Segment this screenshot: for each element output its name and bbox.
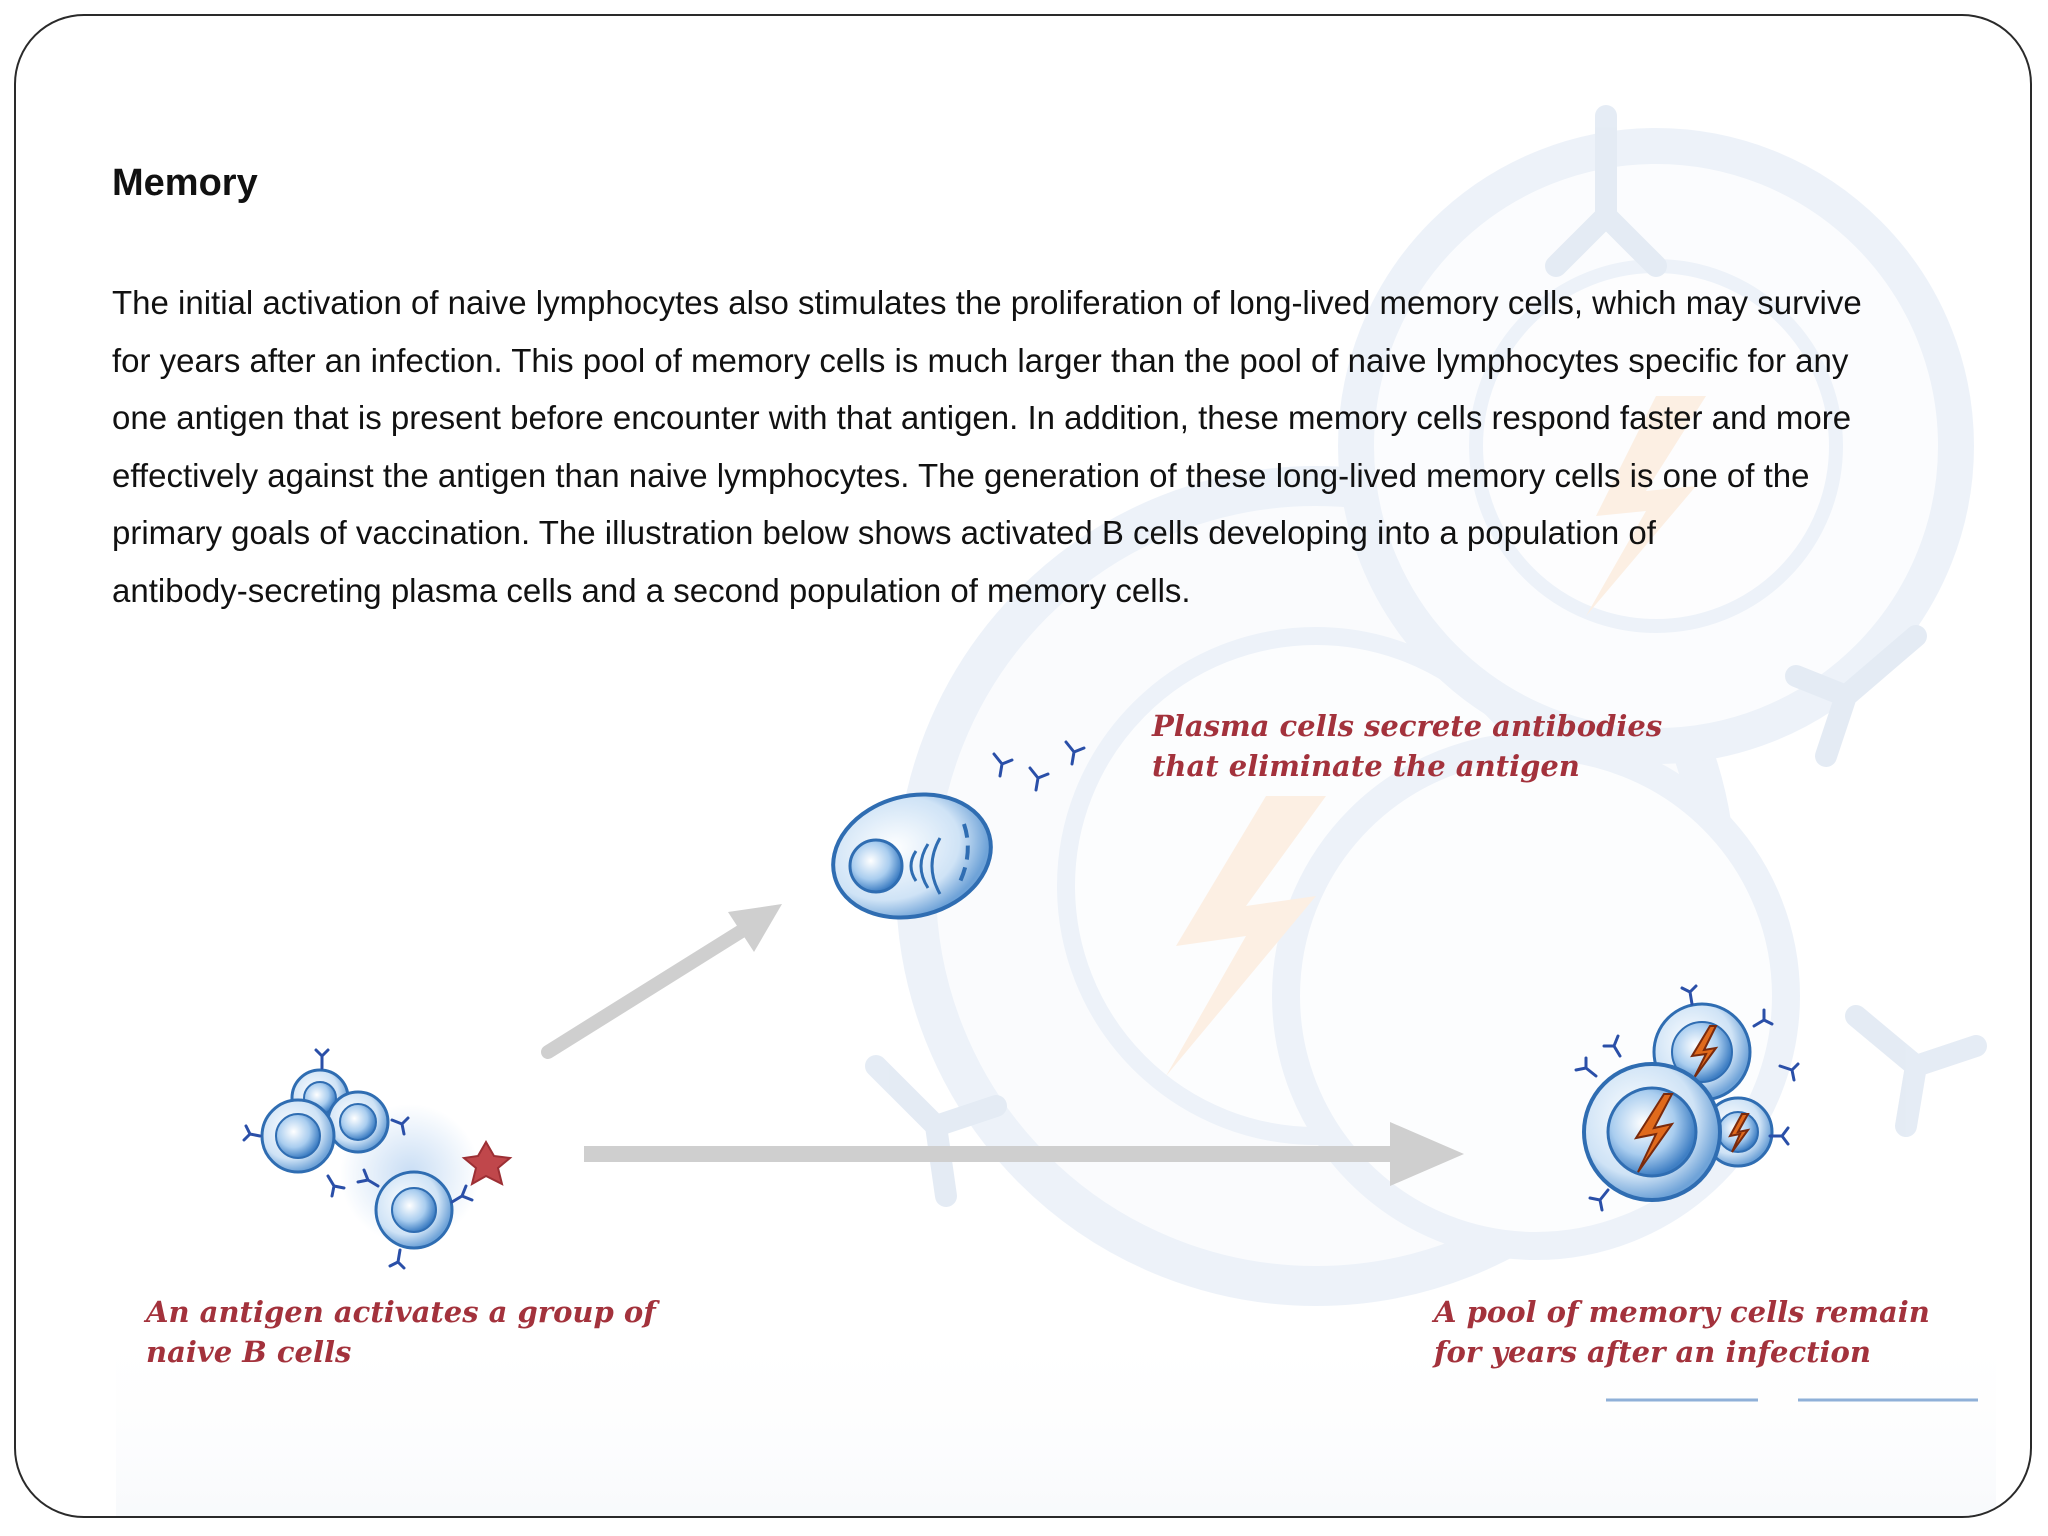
caption-plasma-cells: [1152, 706, 1662, 786]
caption-line: An antigen activates a group of: [146, 1295, 656, 1329]
caption-line: Plasma cells secrete antibodies: [1152, 709, 1663, 743]
caption-memory-cells: [1434, 1292, 1930, 1372]
slide-frame: [14, 14, 2032, 1518]
slide-title: Memory: [112, 162, 258, 204]
caption-line: that eliminate the antigen: [1152, 749, 1580, 783]
body-line: for years after an infection. This pool of memory cells is much larger than the pool of naive lymphocytes specific for any: [112, 341, 1849, 379]
caption-line: for years after an infection: [1434, 1335, 1871, 1369]
body-paragraph: [112, 274, 1972, 619]
body-line: primary goals of vaccination. The illustration below shows activated B cells developing into a population of: [112, 514, 1656, 551]
body-line: one antigen that is present before encounter with that antigen. In addition, these memory cells respond faster and more: [112, 399, 1852, 436]
body-line: effectively against the antigen than naive lymphocytes. The generation of these long-lived memory cells is one of the: [112, 456, 1810, 494]
naive-b-cells: [244, 1050, 510, 1268]
caption-line: A pool of memory cells remain: [1434, 1295, 1930, 1329]
arrow-to-plasma: [548, 904, 782, 1052]
caption-line: naive B cells: [146, 1335, 352, 1369]
body-line: antibody-secreting plasma cells and a second population of memory cells.: [112, 571, 1191, 609]
caption-naive-b-cells: [146, 1292, 656, 1372]
body-line: The initial activation of naive lymphocytes also stimulates the proliferation of long-lived memory cells, which may survive: [112, 284, 1862, 321]
